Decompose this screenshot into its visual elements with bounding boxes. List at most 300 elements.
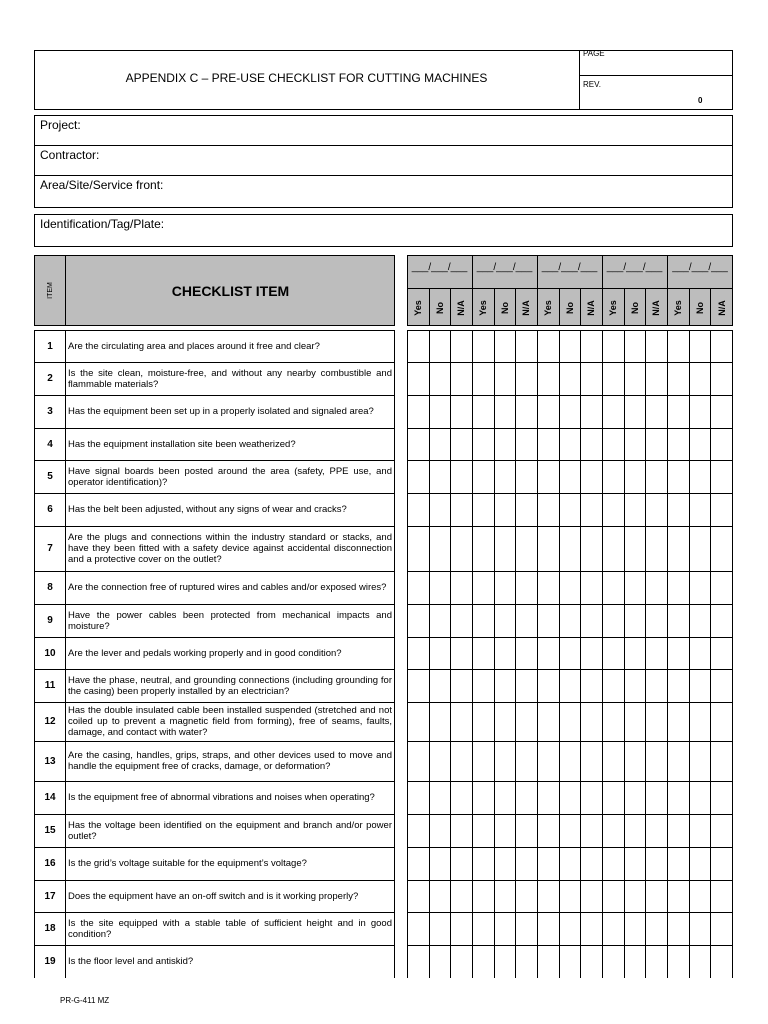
answer-checkbox-cell[interactable] [494,669,515,702]
answer-checkbox-cell[interactable] [450,880,472,912]
answer-checkbox-cell[interactable] [429,526,450,571]
answer-checkbox-cell[interactable] [429,702,450,741]
answer-checkbox-cell[interactable] [710,637,733,669]
answer-checkbox-cell[interactable] [580,912,602,945]
answer-checkbox-cell[interactable] [537,571,559,604]
answer-checkbox-cell[interactable] [645,945,667,978]
answer-checkbox-cell[interactable] [515,637,537,669]
answer-checkbox-cell[interactable] [689,428,710,460]
answer-checkbox-cell[interactable] [645,526,667,571]
answer-checkbox-cell[interactable] [602,362,624,395]
answer-checkbox-cell[interactable] [450,637,472,669]
answer-checkbox-cell[interactable] [559,702,580,741]
answer-checkbox-cell[interactable] [689,781,710,814]
answer-checkbox-cell[interactable] [710,428,733,460]
answer-checkbox-cell[interactable] [559,945,580,978]
answer-checkbox-cell[interactable] [515,395,537,428]
answer-checkbox-cell[interactable] [580,880,602,912]
answer-checkbox-cell[interactable] [667,702,689,741]
answer-checkbox-cell[interactable] [472,847,494,880]
answer-checkbox-cell[interactable] [624,702,645,741]
answer-checkbox-cell[interactable] [689,460,710,493]
answer-checkbox-cell[interactable] [602,493,624,526]
answer-checkbox-cell[interactable] [580,945,602,978]
answer-checkbox-cell[interactable] [429,637,450,669]
answer-checkbox-cell[interactable] [667,880,689,912]
answer-checkbox-cell[interactable] [710,362,733,395]
answer-checkbox-cell[interactable] [645,814,667,847]
answer-checkbox-cell[interactable] [472,428,494,460]
answer-checkbox-cell[interactable] [407,702,429,741]
answer-checkbox-cell[interactable] [515,781,537,814]
answer-checkbox-cell[interactable] [494,637,515,669]
answer-checkbox-cell[interactable] [472,814,494,847]
answer-checkbox-cell[interactable] [472,362,494,395]
answer-checkbox-cell[interactable] [559,781,580,814]
row-divider [34,814,395,815]
answer-checkbox-cell[interactable] [450,814,472,847]
answer-checkbox-cell[interactable] [494,945,515,978]
answer-checkbox-cell[interactable] [515,571,537,604]
answer-checkbox-cell[interactable] [472,945,494,978]
answer-checkbox-cell[interactable] [515,526,537,571]
answer-checkbox-cell[interactable] [407,493,429,526]
answer-checkbox-cell[interactable] [407,571,429,604]
answer-checkbox-cell[interactable] [624,395,645,428]
answer-checkbox-cell[interactable] [450,493,472,526]
answer-checkbox-cell[interactable] [580,395,602,428]
answer-checkbox-cell[interactable] [494,493,515,526]
answer-checkbox-cell[interactable] [667,741,689,781]
answer-checkbox-cell[interactable] [450,526,472,571]
answer-checkbox-cell[interactable] [602,847,624,880]
answer-checkbox-cell[interactable] [689,945,710,978]
answer-checkbox-cell[interactable] [559,395,580,428]
answer-checkbox-cell[interactable] [602,604,624,637]
answer-checkbox-cell[interactable] [450,741,472,781]
answer-checkbox-cell[interactable] [602,460,624,493]
answer-checkbox-cell[interactable] [645,781,667,814]
answer-checkbox-cell[interactable] [429,781,450,814]
answer-checkbox-cell[interactable] [429,428,450,460]
answer-checkbox-cell[interactable] [450,395,472,428]
answer-checkbox-cell[interactable] [537,945,559,978]
answer-checkbox-cell[interactable] [580,571,602,604]
answer-checkbox-cell[interactable] [515,847,537,880]
answer-checkbox-cell[interactable] [624,847,645,880]
inspection-date-field[interactable]: ___/___/___ [672,262,728,273]
answer-checkbox-cell[interactable] [710,604,733,637]
answer-checkbox-cell[interactable] [515,330,537,362]
answer-checkbox-cell[interactable] [667,781,689,814]
answer-checkbox-cell[interactable] [494,330,515,362]
answer-checkbox-cell[interactable] [710,571,733,604]
answer-checkbox-cell[interactable] [450,781,472,814]
answer-checkbox-cell[interactable] [407,669,429,702]
answer-checkbox-cell[interactable] [407,460,429,493]
answer-checkbox-cell[interactable] [429,741,450,781]
inspection-date-field[interactable]: ___/___/___ [476,262,533,273]
answer-checkbox-cell[interactable] [515,945,537,978]
identification-field[interactable]: Identification/Tag/Plate: [40,217,165,231]
answer-checkbox-cell[interactable] [472,604,494,637]
answer-checkbox-cell[interactable] [472,395,494,428]
answer-checkbox-cell[interactable] [472,571,494,604]
answer-checkbox-cell[interactable] [515,428,537,460]
answer-checkbox-cell[interactable] [624,571,645,604]
answer-checkbox-cell[interactable] [537,460,559,493]
answer-checkbox-cell[interactable] [559,880,580,912]
answer-checkbox-cell[interactable] [429,847,450,880]
answer-checkbox-cell[interactable] [580,702,602,741]
answer-checkbox-cell[interactable] [580,637,602,669]
answer-checkbox-cell[interactable] [450,847,472,880]
answer-checkbox-cell[interactable] [407,781,429,814]
answer-checkbox-cell[interactable] [645,428,667,460]
answer-checkbox-cell[interactable] [450,945,472,978]
answer-checkbox-cell[interactable] [645,847,667,880]
answer-checkbox-cell[interactable] [559,741,580,781]
answer-checkbox-cell[interactable] [602,428,624,460]
answer-checkbox-cell[interactable] [667,847,689,880]
answer-checkbox-cell[interactable] [689,847,710,880]
answer-checkbox-cell[interactable] [537,604,559,637]
answer-checkbox-cell[interactable] [689,526,710,571]
answer-checkbox-cell[interactable] [645,330,667,362]
answer-checkbox-cell[interactable] [689,814,710,847]
answer-checkbox-cell[interactable] [710,781,733,814]
answer-checkbox-cell[interactable] [689,741,710,781]
answer-checkbox-cell[interactable] [602,526,624,571]
answer-checkbox-cell[interactable] [515,880,537,912]
answer-checkbox-cell[interactable] [407,945,429,978]
answer-checkbox-cell[interactable] [602,702,624,741]
answer-checkbox-cell[interactable] [710,493,733,526]
answer-checkbox-cell[interactable] [450,330,472,362]
area-field[interactable]: Area/Site/Service front: [40,178,164,192]
answer-checkbox-cell[interactable] [494,814,515,847]
answer-checkbox-cell[interactable] [450,912,472,945]
answer-checkbox-cell[interactable] [689,330,710,362]
answer-checkbox-cell[interactable] [645,571,667,604]
answer-checkbox-cell[interactable] [624,912,645,945]
answer-checkbox-cell[interactable] [689,880,710,912]
answer-checkbox-cell[interactable] [559,526,580,571]
answer-checkbox-cell[interactable] [624,637,645,669]
answer-checkbox-cell[interactable] [667,362,689,395]
answer-checkbox-cell[interactable] [450,702,472,741]
answer-checkbox-cell[interactable] [429,604,450,637]
answer-checkbox-cell[interactable] [689,395,710,428]
answer-checkbox-cell[interactable] [407,912,429,945]
answer-checkbox-cell[interactable] [515,669,537,702]
answer-checkbox-cell[interactable] [689,702,710,741]
answer-checkbox-cell[interactable] [602,637,624,669]
answer-checkbox-cell[interactable] [580,847,602,880]
answer-checkbox-cell[interactable] [667,395,689,428]
answer-checkbox-cell[interactable] [537,912,559,945]
answer-checkbox-cell[interactable] [710,847,733,880]
answer-checkbox-cell[interactable] [624,493,645,526]
answer-checkbox-cell[interactable] [537,526,559,571]
answer-checkbox-cell[interactable] [624,428,645,460]
answer-checkbox-cell[interactable] [559,912,580,945]
answer-checkbox-cell[interactable] [645,493,667,526]
answer-checkbox-cell[interactable] [537,330,559,362]
answer-checkbox-cell[interactable] [710,741,733,781]
answer-checkbox-cell[interactable] [494,781,515,814]
answer-checkbox-cell[interactable] [472,460,494,493]
answer-checkbox-cell[interactable] [407,362,429,395]
answer-checkbox-cell[interactable] [645,702,667,741]
answer-checkbox-cell[interactable] [559,362,580,395]
answer-checkbox-cell[interactable] [624,741,645,781]
answer-checkbox-cell[interactable] [667,814,689,847]
answer-checkbox-cell[interactable] [472,526,494,571]
answer-checkbox-cell[interactable] [494,880,515,912]
answer-checkbox-cell[interactable] [429,395,450,428]
answer-checkbox-cell[interactable] [429,571,450,604]
answer-checkbox-cell[interactable] [537,669,559,702]
question-text: Are the plugs and connections within the industry standard or stacks, and have they been fitted with a safety device against accidental disconnection and a protective cover on the outlet? [68,532,392,565]
contractor-field[interactable]: Contractor: [40,148,100,162]
answer-checkbox-cell[interactable] [537,637,559,669]
answer-checkbox-cell[interactable] [559,847,580,880]
answer-checkbox-cell[interactable] [494,604,515,637]
answer-checkbox-cell[interactable] [580,362,602,395]
answer-checkbox-cell[interactable] [537,428,559,460]
answer-checkbox-cell[interactable] [537,702,559,741]
answer-checkbox-cell[interactable] [602,945,624,978]
answer-checkbox-cell[interactable] [602,395,624,428]
answer-checkbox-cell[interactable] [407,395,429,428]
answer-checkbox-cell[interactable] [559,604,580,637]
checklist-question [68,702,392,741]
answer-checkbox-cell[interactable] [429,362,450,395]
answer-checkbox-cell[interactable] [515,912,537,945]
answer-checkbox-cell[interactable] [429,912,450,945]
answer-checkbox-cell[interactable] [407,814,429,847]
answer-checkbox-cell[interactable] [624,814,645,847]
answer-checkbox-cell[interactable] [710,395,733,428]
answer-checkbox-cell[interactable] [580,604,602,637]
answer-label: N/A [456,299,466,316]
inspection-date-field[interactable]: ___/___/___ [411,262,468,273]
answer-checkbox-cell[interactable] [580,460,602,493]
answer-checkbox-cell[interactable] [710,880,733,912]
answer-checkbox-cell[interactable] [559,428,580,460]
answer-checkbox-cell[interactable] [537,395,559,428]
answer-column-header [472,289,494,326]
answer-checkbox-cell[interactable] [494,460,515,493]
answer-checkbox-cell[interactable] [515,604,537,637]
answer-checkbox-cell[interactable] [602,781,624,814]
answer-checkbox-cell[interactable] [580,330,602,362]
answer-checkbox-cell[interactable] [472,702,494,741]
answer-checkbox-cell[interactable] [602,912,624,945]
answer-checkbox-cell[interactable] [515,814,537,847]
answer-checkbox-cell[interactable] [537,880,559,912]
answer-checkbox-cell[interactable] [472,741,494,781]
answer-checkbox-cell[interactable] [515,460,537,493]
answer-checkbox-cell[interactable] [559,637,580,669]
answer-checkbox-cell[interactable] [667,637,689,669]
answer-checkbox-cell[interactable] [667,669,689,702]
answer-checkbox-cell[interactable] [645,395,667,428]
answer-column-header [710,289,733,326]
answer-checkbox-cell[interactable] [645,604,667,637]
answer-checkbox-cell[interactable] [710,945,733,978]
answer-checkbox-cell[interactable] [472,669,494,702]
answer-checkbox-cell[interactable] [624,330,645,362]
answer-checkbox-cell[interactable] [429,330,450,362]
answer-checkbox-cell[interactable] [515,702,537,741]
answer-checkbox-cell[interactable] [559,493,580,526]
answer-checkbox-cell[interactable] [559,460,580,493]
answer-checkbox-cell[interactable] [667,945,689,978]
answer-checkbox-cell[interactable] [580,428,602,460]
answer-checkbox-cell[interactable] [407,741,429,781]
answer-checkbox-cell[interactable] [645,912,667,945]
answer-checkbox-cell[interactable] [667,493,689,526]
answer-checkbox-cell[interactable] [689,669,710,702]
answer-checkbox-cell[interactable] [602,330,624,362]
answer-checkbox-cell[interactable] [645,637,667,669]
answer-checkbox-cell[interactable] [494,847,515,880]
answer-checkbox-cell[interactable] [645,669,667,702]
answer-checkbox-cell[interactable] [710,912,733,945]
answer-checkbox-cell[interactable] [580,493,602,526]
answer-checkbox-cell[interactable] [624,526,645,571]
answer-checkbox-cell[interactable] [450,669,472,702]
answer-checkbox-cell[interactable] [624,669,645,702]
answer-checkbox-cell[interactable] [429,880,450,912]
answer-checkbox-cell[interactable] [494,741,515,781]
answer-checkbox-cell[interactable] [602,741,624,781]
answer-checkbox-cell[interactable] [472,493,494,526]
answer-checkbox-cell[interactable] [450,362,472,395]
answer-checkbox-cell[interactable] [537,781,559,814]
answer-checkbox-cell[interactable] [407,637,429,669]
answer-checkbox-cell[interactable] [559,814,580,847]
answer-checkbox-cell[interactable] [667,571,689,604]
answer-checkbox-cell[interactable] [689,604,710,637]
answer-checkbox-cell[interactable] [580,669,602,702]
answer-checkbox-cell[interactable] [624,880,645,912]
answer-checkbox-cell[interactable] [710,702,733,741]
answer-checkbox-cell[interactable] [429,460,450,493]
answer-checkbox-cell[interactable] [407,526,429,571]
answer-checkbox-cell[interactable] [602,571,624,604]
answer-checkbox-cell[interactable] [537,847,559,880]
answer-checkbox-cell[interactable] [450,604,472,637]
answer-checkbox-cell[interactable] [472,912,494,945]
answer-checkbox-cell[interactable] [667,428,689,460]
answer-checkbox-cell[interactable] [710,814,733,847]
answer-checkbox-cell[interactable] [494,912,515,945]
answer-checkbox-cell[interactable] [667,604,689,637]
answer-checkbox-cell[interactable] [710,526,733,571]
answer-checkbox-cell[interactable] [537,741,559,781]
answer-checkbox-cell[interactable] [710,669,733,702]
answer-checkbox-cell[interactable] [559,330,580,362]
answer-checkbox-cell[interactable] [472,781,494,814]
answer-checkbox-cell[interactable] [537,814,559,847]
answer-checkbox-cell[interactable] [689,571,710,604]
answer-checkbox-cell[interactable] [537,493,559,526]
answer-checkbox-cell[interactable] [624,362,645,395]
answer-checkbox-cell[interactable] [407,330,429,362]
answer-checkbox-cell[interactable] [429,493,450,526]
answer-checkbox-cell[interactable] [450,460,472,493]
answer-checkbox-cell[interactable] [689,493,710,526]
answer-checkbox-cell[interactable] [689,637,710,669]
project-field[interactable]: Project: [40,118,81,132]
answer-checkbox-cell[interactable] [645,362,667,395]
answer-checkbox-cell[interactable] [624,604,645,637]
answer-checkbox-cell[interactable] [580,814,602,847]
answer-checkbox-cell[interactable] [710,330,733,362]
answer-checkbox-cell[interactable] [602,880,624,912]
answer-checkbox-cell[interactable] [494,428,515,460]
answer-checkbox-cell[interactable] [450,428,472,460]
answer-checkbox-cell[interactable] [602,669,624,702]
answer-checkbox-cell[interactable] [559,571,580,604]
answer-checkbox-cell[interactable] [580,526,602,571]
answer-checkbox-cell[interactable] [645,460,667,493]
answer-checkbox-cell[interactable] [494,362,515,395]
answer-checkbox-cell[interactable] [515,493,537,526]
answer-checkbox-cell[interactable] [689,912,710,945]
answer-checkbox-cell[interactable] [645,880,667,912]
answer-checkbox-cell[interactable] [494,395,515,428]
answer-checkbox-cell[interactable] [667,460,689,493]
answer-checkbox-cell[interactable] [559,669,580,702]
answer-checkbox-cell[interactable] [602,814,624,847]
answer-checkbox-cell[interactable] [429,669,450,702]
answer-checkbox-cell[interactable] [537,362,559,395]
answer-checkbox-cell[interactable] [450,571,472,604]
answer-checkbox-cell[interactable] [472,880,494,912]
answer-checkbox-cell[interactable] [472,637,494,669]
answer-checkbox-cell[interactable] [580,741,602,781]
answer-checkbox-cell[interactable] [645,741,667,781]
answer-checkbox-cell[interactable] [667,526,689,571]
answer-checkbox-cell[interactable] [667,330,689,362]
answer-checkbox-cell[interactable] [710,460,733,493]
answer-checkbox-cell[interactable] [407,428,429,460]
answer-checkbox-cell[interactable] [624,945,645,978]
answer-checkbox-cell[interactable] [515,362,537,395]
answer-checkbox-cell[interactable] [689,362,710,395]
answer-checkbox-cell[interactable] [624,781,645,814]
answer-checkbox-cell[interactable] [580,781,602,814]
answer-checkbox-cell[interactable] [472,330,494,362]
answer-checkbox-cell[interactable] [515,741,537,781]
answer-checkbox-cell[interactable] [494,571,515,604]
answer-checkbox-cell[interactable] [407,604,429,637]
answer-checkbox-cell[interactable] [407,880,429,912]
answer-checkbox-cell[interactable] [429,945,450,978]
answer-checkbox-cell[interactable] [429,814,450,847]
answer-checkbox-cell[interactable] [667,912,689,945]
answer-checkbox-cell[interactable] [407,847,429,880]
answer-checkbox-cell[interactable] [624,460,645,493]
answer-checkbox-cell[interactable] [494,526,515,571]
answer-checkbox-cell[interactable] [494,702,515,741]
inspection-date-field[interactable]: ___/___/___ [541,262,598,273]
inspection-date-field[interactable]: ___/___/___ [606,262,663,273]
